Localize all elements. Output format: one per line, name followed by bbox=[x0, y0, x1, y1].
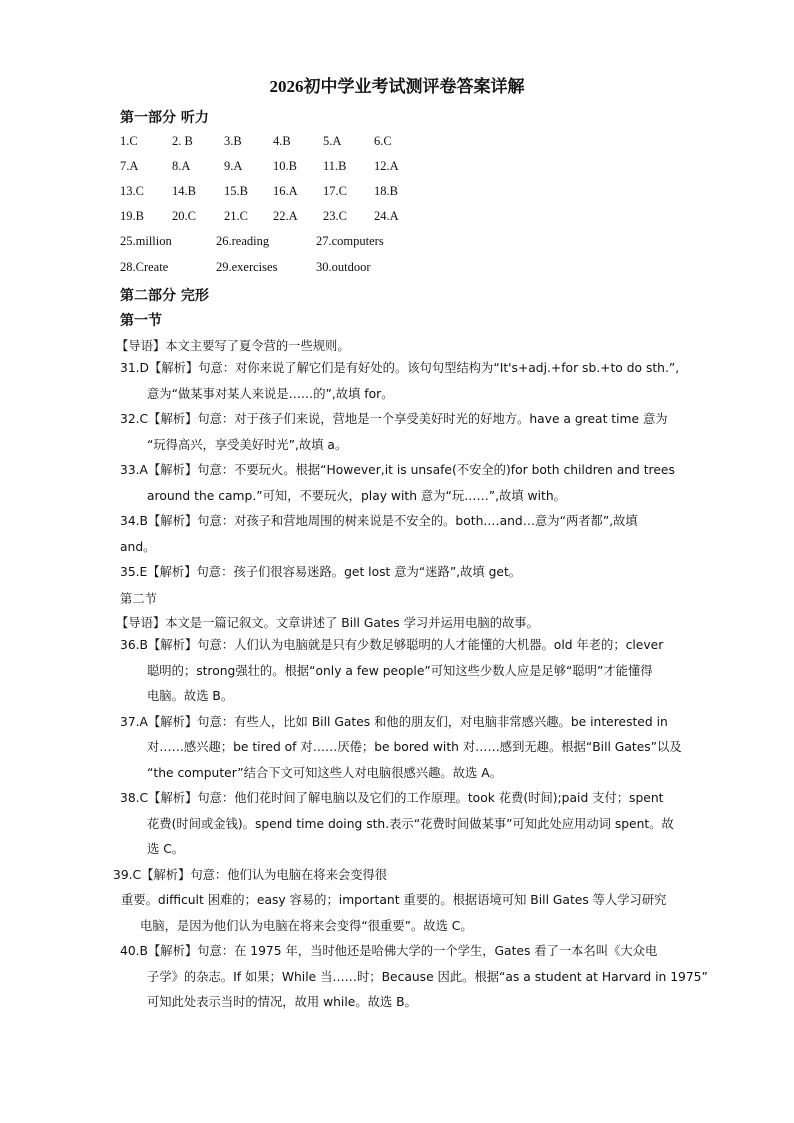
explanation-line: 40.B【解析】句意：在 1975 年，当时他还是哈佛大学的一个学生，Gates 看了一本名叫《大众电 bbox=[120, 944, 658, 958]
explanation-line: 电脑。故选 B。 bbox=[147, 689, 234, 703]
section1-heading: 第一节 bbox=[120, 313, 162, 329]
answer-cell: 24.A bbox=[374, 209, 399, 223]
answer-cell: 28.Create bbox=[120, 260, 169, 274]
answer-cell: 9.A bbox=[224, 159, 243, 173]
answer-cell: 2. B bbox=[172, 134, 193, 148]
answer-cell: 17.C bbox=[323, 184, 347, 198]
explanation-line: 对……感兴趣；be tired of 对……厌倦；be bored with 对……感到无趣。根据“Bill Gates”以及 bbox=[147, 740, 682, 754]
explanation-line: 35.E【解析】句意：孩子们很容易迷路。get lost 意为“迷路”,故填 get。 bbox=[120, 565, 522, 579]
section2-heading: 第二节 bbox=[120, 592, 157, 606]
explanation-line: 32.C【解析】句意：对于孩子们来说，营地是一个享受美好时光的好地方。have a great time 意为 bbox=[120, 412, 668, 426]
answer-cell: 26.reading bbox=[216, 234, 270, 248]
explanation-line: “the computer”结合下文可知这些人对电脑很感兴趣。故选 A。 bbox=[147, 765, 502, 780]
answer-cell: 22.A bbox=[273, 209, 298, 223]
answer-cell: 11.B bbox=[323, 159, 347, 173]
section1-intro: 【导语】本文主要写了夏令营的一些规则。 bbox=[116, 339, 350, 353]
explanation-line: 37.A【解析】句意：有些人，比如 Bill Gates 和他的朋友们，对电脑非常感兴趣。be interested in bbox=[120, 714, 668, 729]
explanation-item bbox=[120, 939, 720, 1016]
explanation-item bbox=[113, 863, 720, 940]
answer-cell: 12.A bbox=[374, 159, 399, 173]
answer-cell: 21.C bbox=[224, 209, 248, 223]
answer-cell: 27.computers bbox=[316, 234, 384, 248]
answer-cell: 20.C bbox=[172, 209, 196, 223]
answer-cell: 5.A bbox=[323, 134, 342, 148]
explanation-line: 重要。difficult 困难的；easy 容易的；important 重要的。根据语境可知 Bill Gates 等人学习研究 bbox=[121, 893, 667, 907]
explanation-item bbox=[120, 786, 720, 863]
explanation-item bbox=[120, 458, 720, 509]
explanation-item bbox=[120, 560, 720, 586]
explanation-line: 36.B【解析】句意：人们认为电脑就是只有少数足够聪明的人才能懂的大机器。old 年老的；clever bbox=[120, 638, 664, 652]
part2-heading: 第二部分 完形 bbox=[120, 288, 209, 304]
answer-cell: 3.B bbox=[224, 134, 242, 148]
section2-explanations bbox=[113, 633, 720, 1016]
answer-cell: 10.B bbox=[273, 159, 297, 173]
answer-cell: 18.B bbox=[374, 184, 398, 198]
explanation-line: 39.C【解析】句意：他们认为电脑在将来会变得很 bbox=[113, 867, 388, 882]
part1-heading: 第一部分 听力 bbox=[120, 110, 209, 126]
explanation-line: 31.D【解析】句意：对你来说了解它们是有好处的。该句句型结构为“It's+adj.+for sb.+to do sth.”, bbox=[120, 361, 680, 375]
explanation-line: 可知此处表示当时的情况，故用 while。故选 B。 bbox=[147, 995, 417, 1009]
page-title: 2026初中学业考试测评卷答案详解 bbox=[269, 77, 525, 96]
explanation-line: 38.C【解析】句意：他们花时间了解电脑以及它们的工作原理。took 花费(时间);paid 支付；spent bbox=[120, 791, 664, 805]
answer-cell: 14.B bbox=[172, 184, 196, 198]
explanation-line: 34.B【解析】句意：对孩子和营地周围的树来说是不安全的。both.…and…意为“两者都”,故填 bbox=[120, 514, 638, 528]
answer-cell: 23.C bbox=[323, 209, 347, 223]
answer-cell: 15.B bbox=[224, 184, 248, 198]
explanation-item bbox=[120, 356, 720, 407]
answer-cell: 6.C bbox=[374, 134, 392, 148]
explanation-line: 选 C。 bbox=[147, 842, 185, 856]
explanation-line: 33.A【解析】句意：不要玩火。根据“However,it is unsafe(不安全的)for both children and trees bbox=[120, 463, 675, 477]
answer-cell: 7.A bbox=[120, 159, 139, 173]
section1-explanations bbox=[120, 356, 720, 586]
explanation-line: around the camp.”可知，不要玩火，play with 意为“玩……”,故填 with。 bbox=[147, 488, 566, 503]
answer-cell: 13.C bbox=[120, 184, 144, 198]
explanation-line: 电脑，是因为他们认为电脑在将来会变得“很重要”。故选 C。 bbox=[140, 918, 473, 933]
answer-cell: 19.B bbox=[120, 209, 144, 223]
explanation-line: 子学》的杂志。If 如果；While 当……时；Because 因此。根据“as a student at Harvard in 1975” bbox=[147, 969, 708, 984]
explanation-line: 聪明的；strong强壮的。根据“only a few people”可知这些少数人应是足够“聪明”才能懂得 bbox=[147, 663, 653, 678]
explanation-item bbox=[120, 407, 720, 458]
explanation-line: 花费(时间或金钱)。spend time doing sth.表示“花费时间做某事”可知此处应用动词 spent。故 bbox=[147, 816, 674, 831]
answer-cell: 1.C bbox=[120, 134, 138, 148]
explanation-item bbox=[120, 710, 720, 787]
answer-cell: 29.exercises bbox=[216, 260, 278, 274]
section2-intro: 【导语】本文是一篇记叙文。文章讲述了 Bill Gates 学习并运用电脑的故事。 bbox=[116, 616, 539, 630]
explanation-line: “玩得高兴，享受美好时光”,故填 a。 bbox=[147, 437, 348, 452]
answer-cell: 16.A bbox=[273, 184, 298, 198]
answer-cell: 25.million bbox=[120, 234, 172, 248]
answer-cell: 4.B bbox=[273, 134, 291, 148]
answer-cell: 8.A bbox=[172, 159, 191, 173]
explanation-line: and。 bbox=[120, 539, 156, 554]
explanation-line: 意为“做某事对某人来说是……的”,故填 for。 bbox=[147, 386, 394, 401]
answer-cell: 30.outdoor bbox=[316, 260, 371, 274]
explanation-item bbox=[120, 509, 720, 560]
explanation-item bbox=[120, 633, 720, 710]
